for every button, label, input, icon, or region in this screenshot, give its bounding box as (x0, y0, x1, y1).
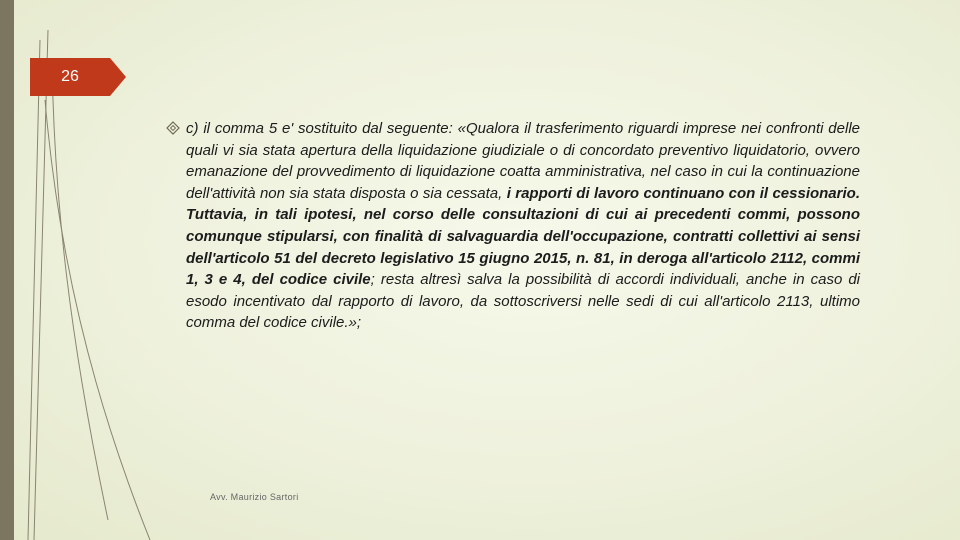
diamond-outline-icon (166, 121, 180, 135)
slide-content (186, 118, 860, 334)
bullet-paragraph (186, 118, 860, 334)
page-number: 26 (61, 68, 79, 85)
text-italic-part-2: ; resta altresì salva la possibilità di accordi individuali, anche in caso di esodo incentivato dal rapporto di lavoro, da sottoscriversi nelle sedi di cui all'articolo 2113, ultimo comma del codice civile.»; (186, 271, 860, 332)
text-bold-italic-part: i rapporti di lavoro continuano con il cessionario. Tuttavia, in tali ipotesi, nel corso delle consultazioni di cui ai precedenti commi, possono comunque stipularsi, con finalità di salvaguardia dell'occupazione, contratti collettivi ai sensi dell'articolo 51 del decreto legislativo 15 giugno 2015, n. 81, in deroga all'articolo 2112, commi 1, 3 e 4, del codice civile (186, 184, 860, 289)
text-italic-part-1: c) il comma 5 e' sostituito dal seguente: «Qualora il trasferimento riguardi imprese nei confronti delle quali vi sia stata apertura della liquidazione giudiziale o di concordato preventivo liquidatorio, ovvero emanazione del provvedimento di liquidazione coatta amministrativa, nel caso in cui la continuazione dell'attività non sia stata disposta o sia cessata, (186, 120, 860, 202)
footer-author: Avv. Maurizio Sartori (210, 492, 299, 502)
